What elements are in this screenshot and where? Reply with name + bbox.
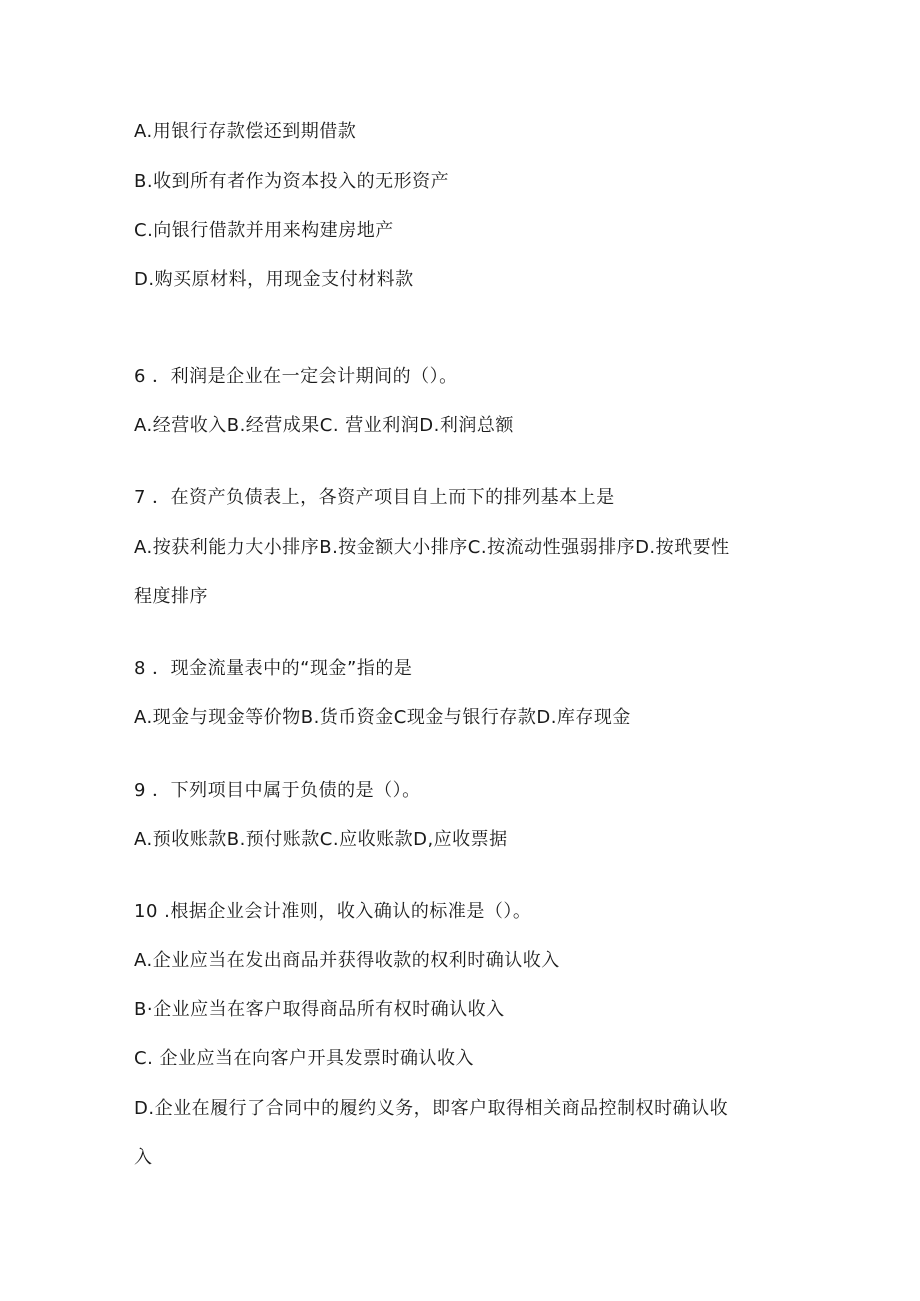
question-6-options: A.经营收入B.经营成果C. 营业利润D.利润总额 (134, 415, 514, 436)
question-10-stem: 10 .根据企业会计准则，收入确认的标准是（）。 (134, 901, 532, 922)
option-c: C.向银行借款并用来构建房地产 (134, 220, 394, 241)
question-10-option-b: B·企业应当在客户取得商品所有权时确认收入 (134, 999, 505, 1020)
question-8-options: A.现金与现金等价物B.货币资金C现金与银行存款D.库存现金 (134, 707, 631, 728)
question-7-stem: 7 ．在资产负债表上，各资产项目自上而下的排列基本上是 (134, 487, 615, 508)
question-9-stem: 9 ．下列项目中属于负债的是（）。 (134, 780, 421, 801)
question-8-stem: 8 ．现金流量表中的“现金”指的是 (134, 658, 413, 679)
question-7-options: A.按获利能力大小排序B.按金额大小排序C.按流动性强弱排序D.按玳要性 (134, 537, 730, 558)
question-9-options: A.预收账款B.预付账款C.应收账款D,应收票据 (134, 829, 508, 850)
option-b: B.收到所有者作为资本投入的无形资产 (134, 171, 450, 192)
option-a: A.用银行存款偿还到期借款 (134, 121, 357, 142)
question-10-option-c: C. 企业应当在向客户开具发票时确认收入 (134, 1048, 475, 1069)
question-10-option-d: D.企业在履行了合同中的履约义务，即客户取得相关商品控制权时确认收 (134, 1098, 729, 1119)
option-d: D.购买原材料，用现金支付材料款 (134, 269, 414, 290)
question-10-option-d-cont: 入 (134, 1147, 153, 1168)
question-6-stem: 6 ．利润是企业在一定会计期间的（）。 (134, 366, 458, 387)
question-7-options-cont: 程度排序 (134, 586, 208, 607)
question-10-option-a: A.企业应当在发出商品并获得收款的权利时确认收入 (134, 950, 560, 971)
